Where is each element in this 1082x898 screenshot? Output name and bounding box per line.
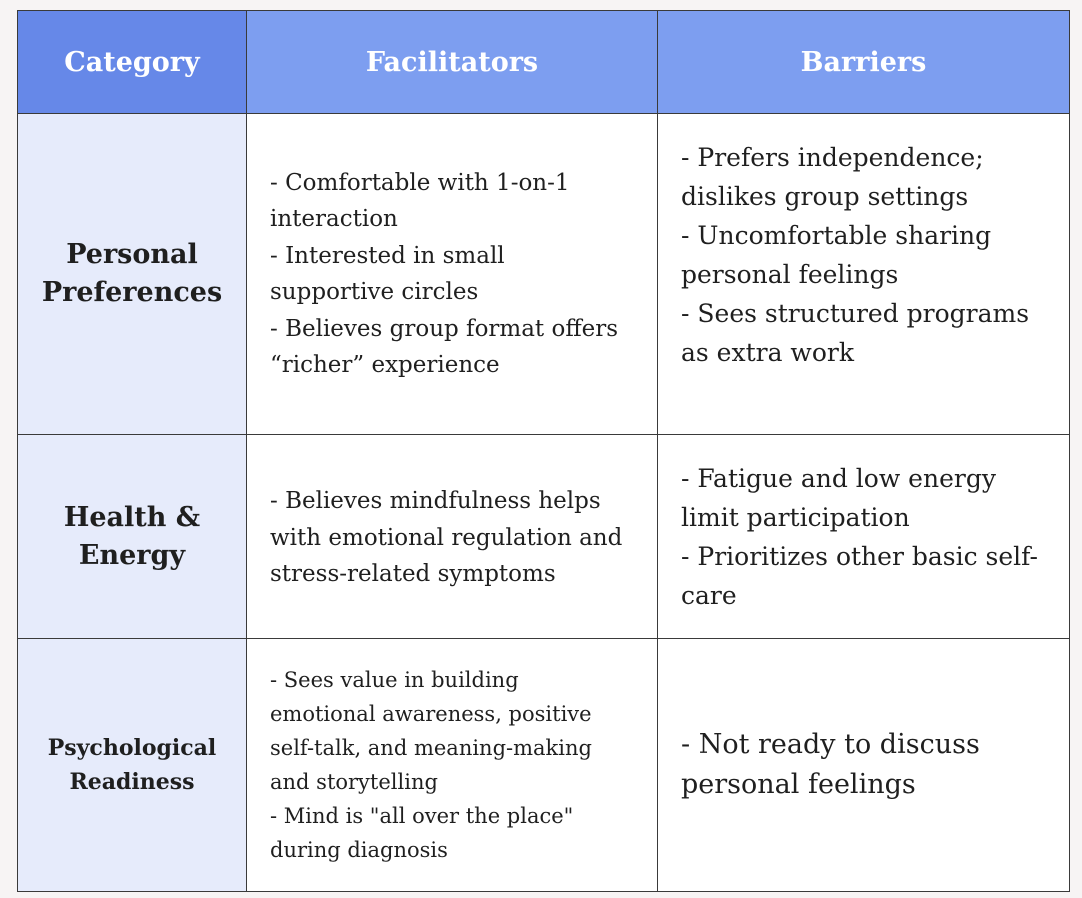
table-row <box>18 435 1069 639</box>
barrier-line: personal feelings <box>681 769 916 800</box>
facilitator-line: emotional awareness, positive <box>270 702 592 726</box>
barrier-line: - Prefers independence; <box>681 143 984 172</box>
facilitators-cell <box>247 114 658 435</box>
category-cell <box>18 639 247 891</box>
facilitator-line: “richer” experience <box>270 352 500 378</box>
barrier-line: limit participation <box>681 503 910 532</box>
barrier-line: - Not ready to discuss <box>681 729 980 760</box>
category-label-line: Psychological <box>47 735 217 761</box>
category-cell <box>18 114 247 435</box>
facilitator-line: - Interested in small <box>270 242 505 269</box>
facilitator-line: stress-related symptoms <box>270 561 556 587</box>
facilitators-cell <box>247 639 658 891</box>
header-facilitators: Facilitators <box>247 11 658 114</box>
barrier-line: - Fatigue and low energy <box>681 464 996 493</box>
barrier-line: - Prioritizes other basic self- <box>681 542 1038 571</box>
barriers-cell <box>658 114 1069 435</box>
category-label-line: Readiness <box>69 769 195 795</box>
facilitator-line: - Comfortable with 1-on-1 <box>270 169 570 196</box>
barriers-cell <box>658 639 1069 891</box>
facilitator-line: during diagnosis <box>270 838 448 862</box>
facilitator-line: - Believes mindfulness helps <box>270 488 601 514</box>
barrier-line: care <box>681 581 737 610</box>
category-label-line: Energy <box>78 539 186 571</box>
facilitator-line: - Mind is "all over the place" <box>270 804 574 828</box>
facilitator-line: and storytelling <box>270 770 438 794</box>
facilitator-line: interaction <box>270 206 398 232</box>
category-cell <box>18 435 247 639</box>
comparison-table <box>17 10 1070 892</box>
facilitator-line: - Believes group format offers <box>270 315 619 342</box>
barriers-cell <box>658 435 1069 639</box>
barrier-line: as extra work <box>681 338 854 367</box>
barrier-line: personal feelings <box>681 260 899 289</box>
table-header-row <box>18 11 1069 114</box>
barrier-line: dislikes group settings <box>681 182 969 211</box>
category-label-line: Preferences <box>41 277 223 308</box>
header-category: Category <box>18 11 247 114</box>
facilitator-line: - Sees value in building <box>270 668 519 692</box>
facilitator-line: self-talk, and meaning-making <box>270 736 592 760</box>
category-label-line: Personal <box>66 239 198 270</box>
facilitator-line: supportive circles <box>270 279 479 305</box>
header-barriers: Barriers <box>658 11 1069 114</box>
facilitator-line: with emotional regulation and <box>270 524 623 551</box>
facilitators-cell <box>247 435 658 639</box>
category-label-line: Health & <box>63 501 201 533</box>
table-row <box>18 114 1069 435</box>
barrier-line: - Uncomfortable sharing <box>681 221 992 250</box>
table-row <box>18 639 1069 891</box>
barrier-line: - Sees structured programs <box>681 299 1030 328</box>
